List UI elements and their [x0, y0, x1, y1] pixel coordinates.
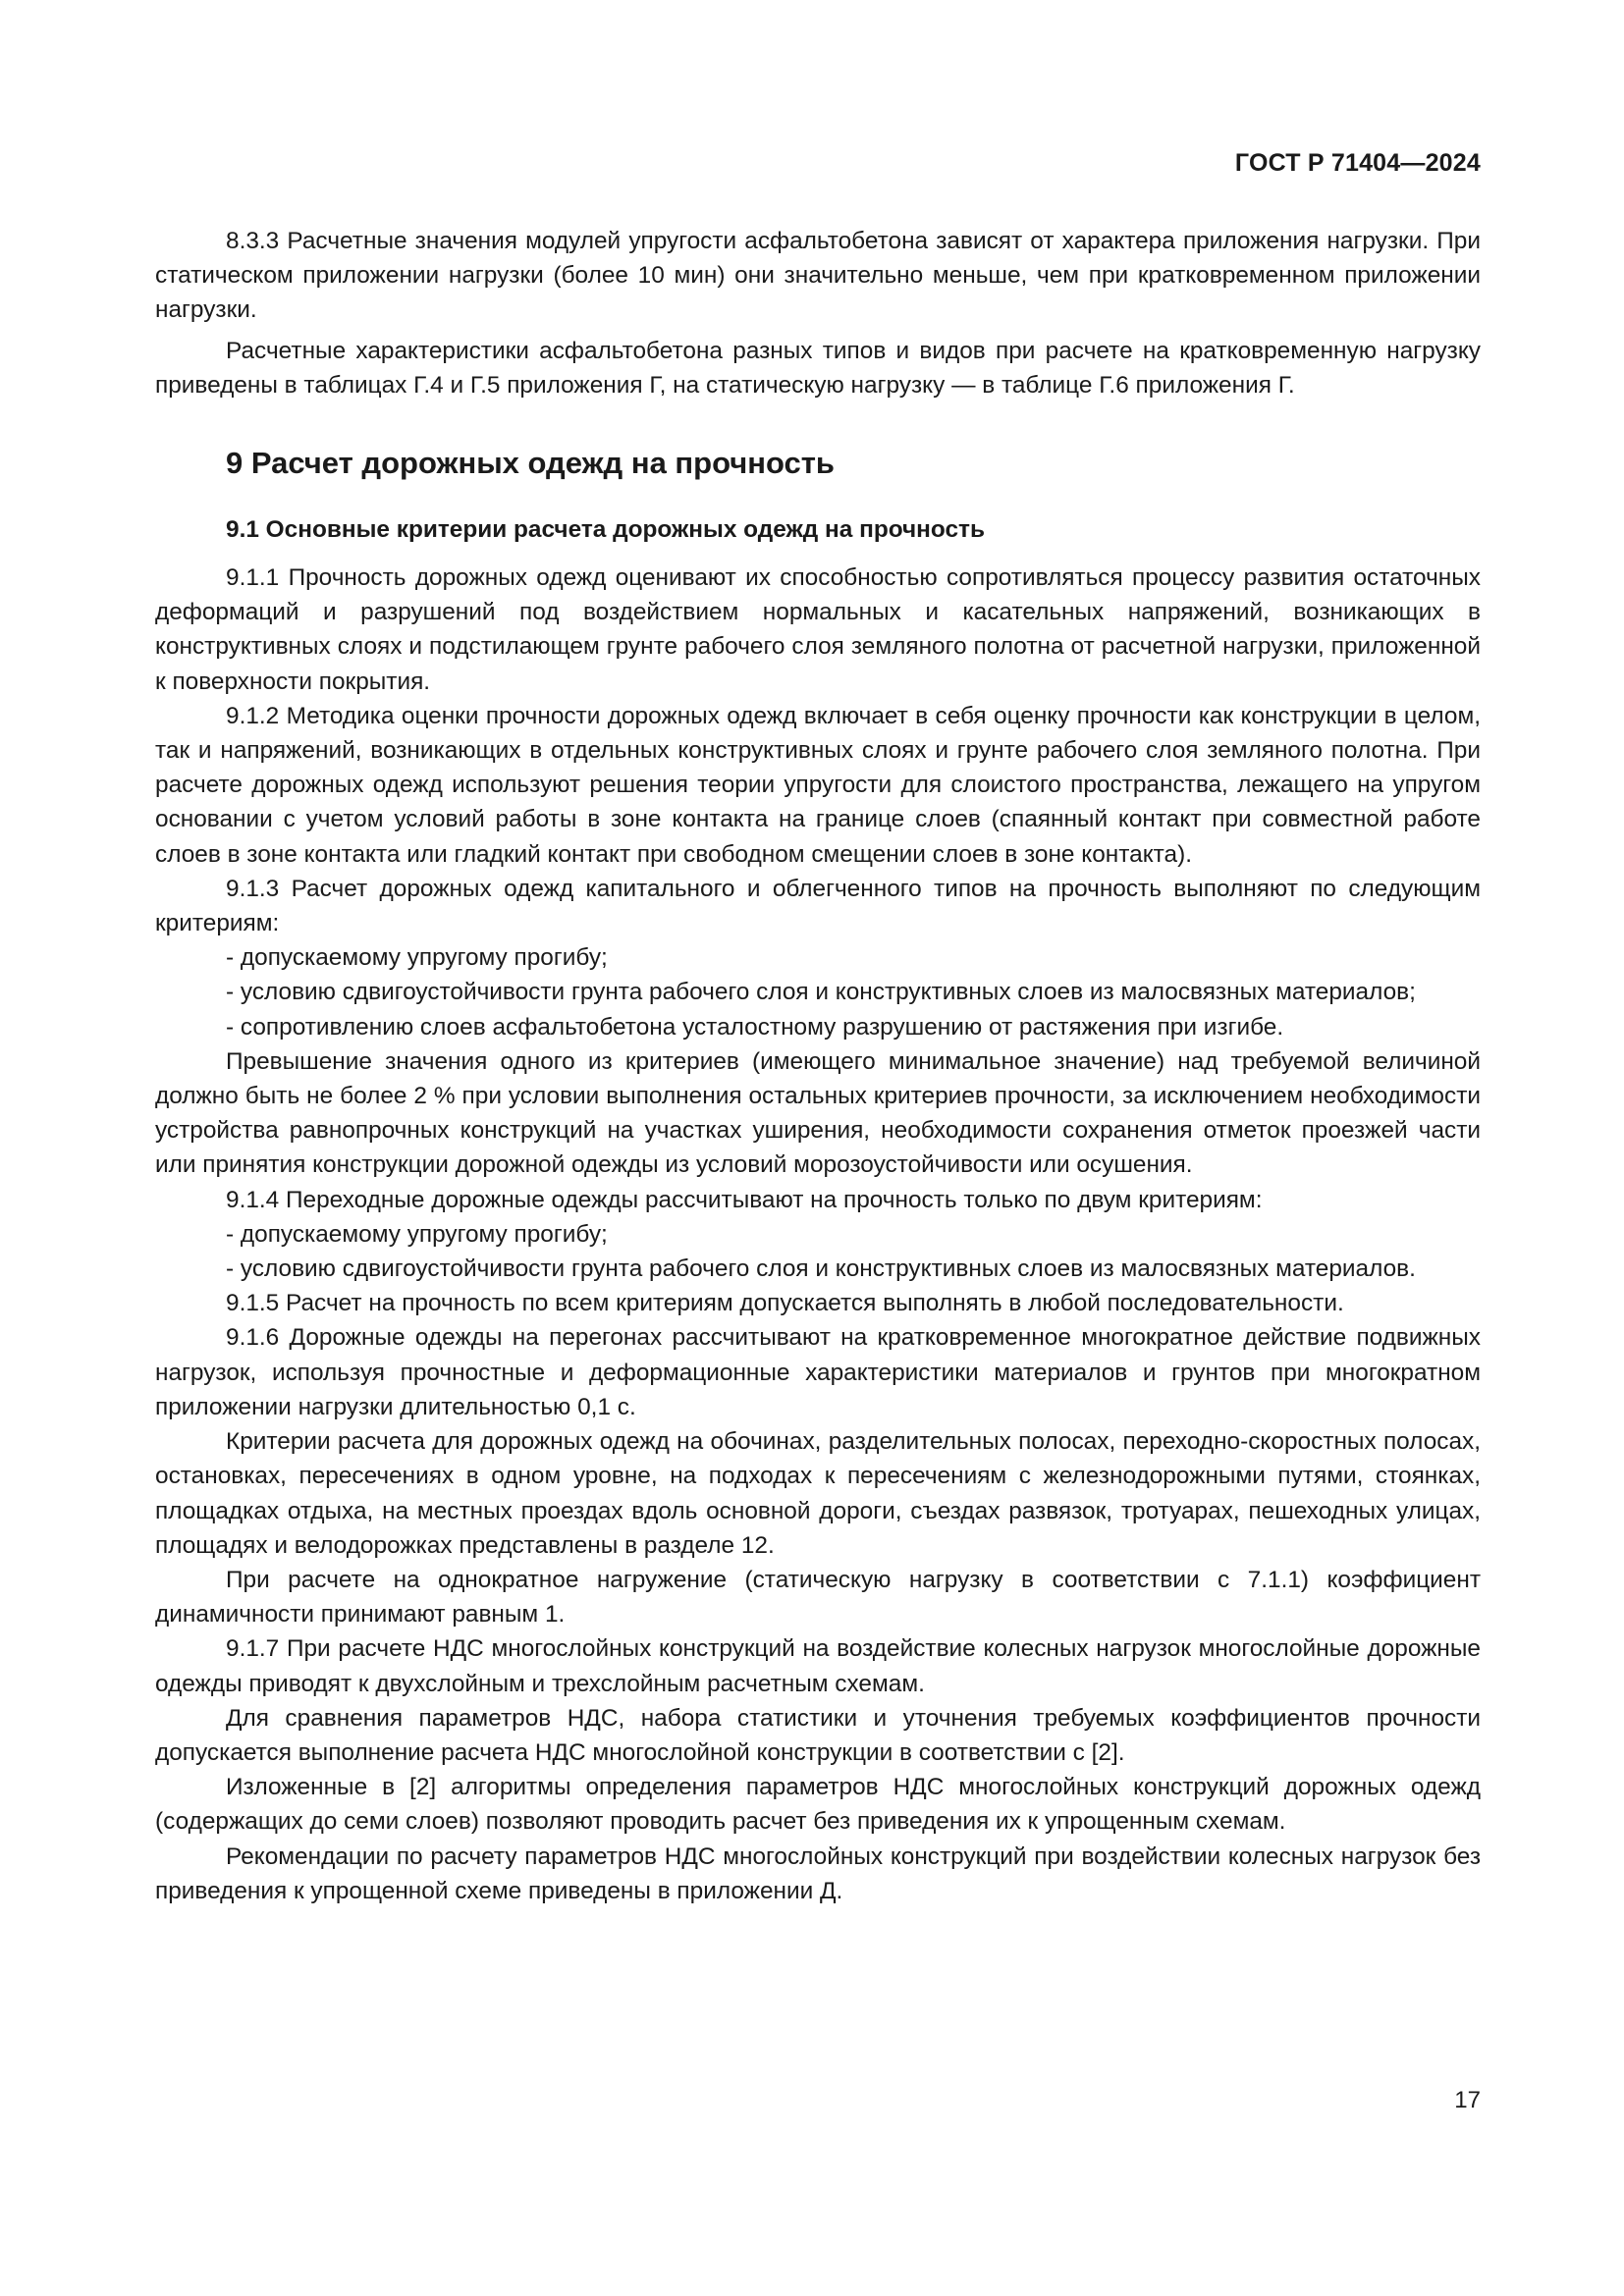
page-number: 17 — [1454, 2087, 1481, 2113]
paragraph-9-1-2: 9.1.2 Методика оценки прочности дорожных одежд включает в себя оценку прочности как конструкции в целом, так и напряжений, возникающих в отдельных конструктивных слоях и грунте рабочего слоя земляного полотна. При расчете дорожных одежд используют решения теории упругости для слоистого пространства, лежащего на упругом основании с учетом условий работы в зоне контакта на границе слоев (спаянный контакт при совместной работе слоев в зоне контакта или гладкий контакт при свободном смещении слоев в зоне контакта). — [155, 702, 1481, 868]
list-item: - допускаемому упругому прогибу; — [226, 1220, 608, 1248]
paragraph-9-1-6-single-load: При расчете на однократное нагружение (статическую нагрузку в соответствии с 7.1.1) коэффициент динамичности принимают равным 1. — [155, 1566, 1481, 1629]
subsection-heading-9-1: 9.1 Основные критерии расчета дорожных одежд на прочность — [226, 516, 985, 544]
paragraph-9-1-7-comparison: Для сравнения параметров НДС, набора статистики и уточнения требуемых коэффициентов прочности допускается выполнение расчета НДС многослойной конструкции в соответствии с [2]. — [155, 1704, 1481, 1766]
paragraph-9-1-7-recommendations: Рекомендации по расчету параметров НДС многослойных конструкций при воздействии колесных нагрузок без приведения к упрощенной схеме приведены в приложении Д. — [155, 1842, 1481, 1904]
paragraph-8-3-3-continued: Расчетные характеристики асфальтобетона разных типов и видов при расчете на кратковременную нагрузку приведены в таблицах Г.4 и Г.5 приложения Г, на статическую нагрузку — в таблице Г.6 приложения Г. — [155, 337, 1481, 399]
paragraph-9-1-5: 9.1.5 Расчет на прочность по всем критериям допускается выполнять в любой последовательности. — [226, 1290, 1344, 1317]
list-item: - условию сдвигоустойчивости грунта рабочего слоя и конструктивных слоев из малосвязных материалов. — [226, 1255, 1416, 1283]
list-item: - сопротивлению слоев асфальтобетона усталостному разрушению от растяжения при изгибе. — [226, 1013, 1284, 1041]
paragraph-9-1-6-criteria: Критерии расчета для дорожных одежд на обочинах, разделительных полосах, переходно-скоростных полосах, остановках, пересечениях в одном уровне, на подходах к пересечениям с железнодорожными путями, стоянках, площадках отдыха, на местных проездах вдоль основной дороги, съездах развязок, тротуарах, пешеходных улицах, площадях и велодорожках представлены в разделе 12. — [155, 1428, 1481, 1559]
paragraph-9-1-7: 9.1.7 При расчете НДС многослойных конструкций на воздействие колесных нагрузок многослойные дорожные одежды приводят к двухслойным и трехслойным расчетным схемам. — [155, 1635, 1481, 1697]
paragraph-8-3-3: 8.3.3 Расчетные значения модулей упругости асфальтобетона зависят от характера приложения нагрузки. При статическом приложении нагрузки (более 10 мин) они значительно меньше, чем при кратковременном приложении нагрузки. — [155, 228, 1481, 324]
section-heading-9: 9 Расчет дорожных одежд на прочность — [226, 446, 835, 481]
list-item: - допускаемому упругому прогибу; — [226, 944, 608, 972]
paragraph-9-1-3: 9.1.3 Расчет дорожных одежд капитального и облегченного типов на прочность выполняют по следующим критериям: — [155, 875, 1481, 937]
document-id-header: ГОСТ Р 71404—2024 — [1234, 149, 1481, 177]
list-item: - условию сдвигоустойчивости грунта рабочего слоя и конструктивных слоев из малосвязных материалов; — [226, 979, 1416, 1006]
paragraph-9-1-3-continued: Превышение значения одного из критериев (имеющего минимальное значение) над требуемой величиной должно быть не более 2 % при условии выполнения остальных критериев прочности, за исключением необходимости устройства равнопрочных конструкций на участках уширения, необходимости сохранения отметок проезжей части или принятия конструкции дорожной одежды из условий морозоустойчивости или осушения. — [155, 1047, 1481, 1179]
paragraph-9-1-7-algorithms: Изложенные в [2] алгоритмы определения параметров НДС многослойных конструкций дорожных одежд (содержащих до семи слоев) позволяют проводить расчет без приведения их к упрощенным схемам. — [155, 1774, 1481, 1836]
paragraph-9-1-6: 9.1.6 Дорожные одежды на перегонах рассчитывают на кратковременное многократное действие подвижных нагрузок, используя прочностные и деформационные характеристики материалов и грунтов при многократном приложении нагрузки длительностью 0,1 с. — [155, 1324, 1481, 1420]
paragraph-9-1-1: 9.1.1 Прочность дорожных одежд оценивают их способностью сопротивляться процессу развития остаточных деформаций и разрушений под воздействием нормальных и касательных напряжений, возникающих в конструктивных слоях и подстилающем грунте рабочего слоя земляного полотна от расчетной нагрузки, приложенной к поверхности покрытия. — [155, 564, 1481, 695]
page-content — [155, 224, 1481, 1908]
paragraph-9-1-4: 9.1.4 Переходные дорожные одежды рассчитывают на прочность только по двум критериям: — [226, 1186, 1263, 1213]
